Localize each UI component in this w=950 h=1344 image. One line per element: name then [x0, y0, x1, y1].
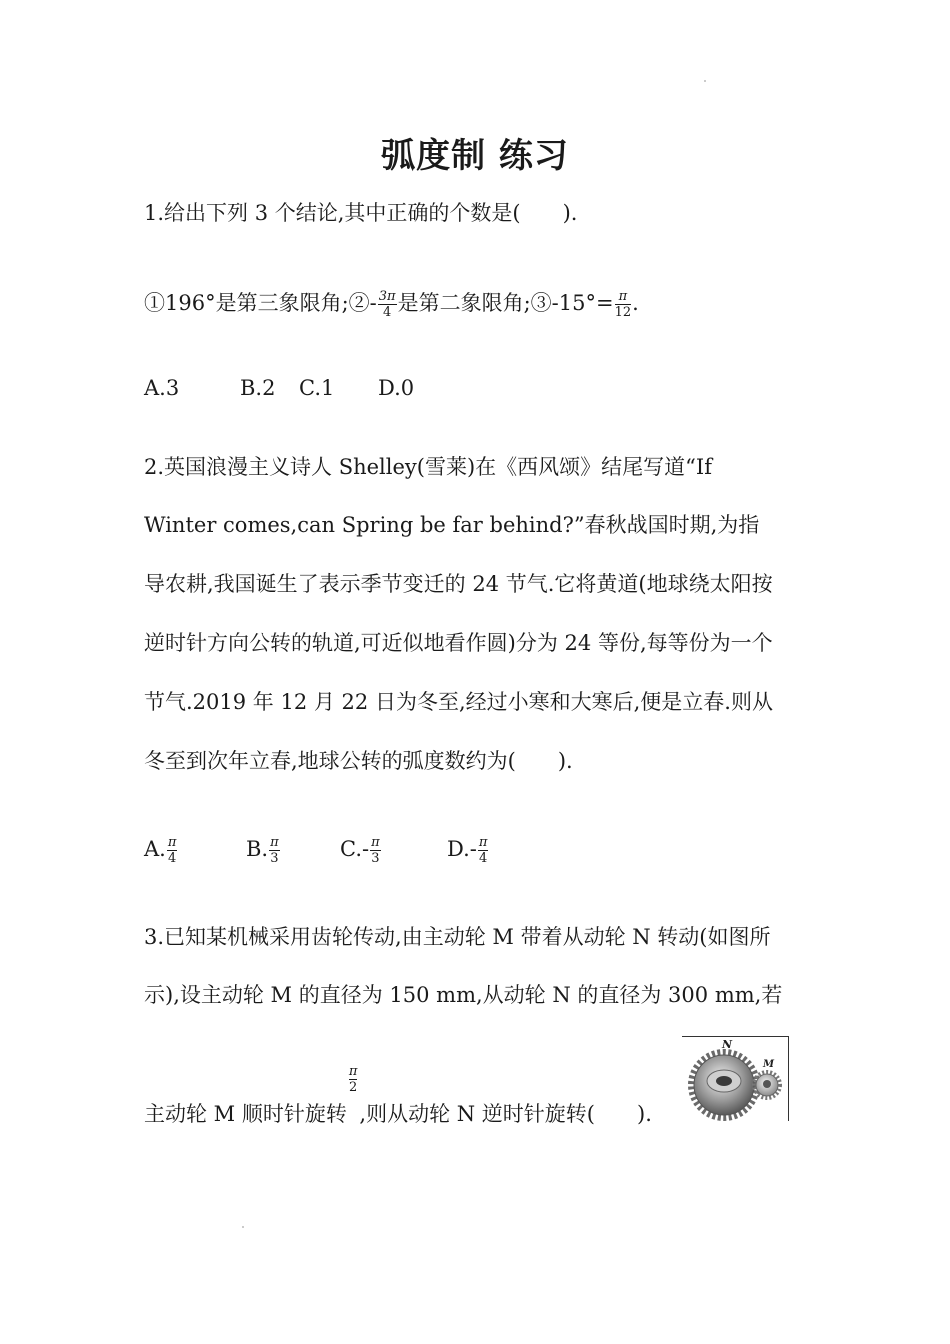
q2-line-2: Winter comes,can Spring be far behind?”春秋战国时期,为指 [144, 513, 760, 537]
q3-line-3-text-1: 主动轮 M 顺时针旋转 [144, 1102, 347, 1126]
scan-speck [242, 1226, 244, 1228]
q1-items-text-2: 是第二象限角;③-15°= [397, 291, 614, 315]
gear-label-m: M [763, 1059, 775, 1070]
q1-items-text-1: ①196°是第三象限角;②- [144, 291, 377, 315]
q2-option-c: C.- $\frac{\pi}{3}$ [340, 835, 380, 866]
page-title: 弧度制 练习 [381, 136, 569, 176]
q2-line-3: 导农耕,我国诞生了表示季节变迁的 24 节气.它将黄道(地球绕太阳按 [144, 572, 773, 596]
q1-items [144, 288, 639, 320]
q1-fraction-3pi-4: $\frac{3\pi}{4}$ [378, 289, 396, 320]
q1-option-a: A.3 [144, 376, 180, 400]
q1-option-d: D.0 [378, 376, 415, 400]
q3-line-3-text-2: ,则从动轮 N 逆时针旋转( ). [359, 1102, 652, 1126]
q3-line-2: 示),设主动轮 M 的直径为 150 mm,从动轮 N 的直径为 300 mm,若 [144, 983, 783, 1007]
q2-line-1: 2.英国浪漫主义诗人 Shelley(雪莱)在《西风颂》结尾写道“If [144, 455, 712, 479]
q3-fraction-pi-2: $\frac{\pi}{2}$ [348, 1064, 358, 1095]
q2-option-b: B. $\frac{\pi}{3}$ [246, 835, 279, 866]
q1-items-text-3: . [632, 291, 639, 315]
q3-line-3 [144, 1064, 652, 1129]
gear-figure [682, 1036, 789, 1121]
q1-fraction-pi-12: $\frac{\pi}{12}$ [614, 289, 632, 320]
gear-label-n: N [722, 1038, 733, 1051]
q2-option-a: A. $\frac{\pi}{4}$ [144, 835, 177, 866]
q3-line-1: 3.已知某机械采用齿轮传动,由主动轮 M 带着从动轮 N 转动(如图所 [144, 925, 771, 949]
q2-line-4: 逆时针方向公转的轨道,可近似地看作圆)分为 24 等份,每等份为一个 [144, 631, 773, 655]
q2-option-d: D.- $\frac{\pi}{4}$ [447, 835, 488, 866]
gear-n [691, 1052, 757, 1118]
q2-line-6: 冬至到次年立春,地球公转的弧度数约为( ). [144, 749, 573, 773]
q2-line-5: 节气.2019 年 12 月 22 日为冬至,经过小寒和大寒后,便是立春.则从 [144, 690, 773, 714]
scan-speck [704, 80, 706, 82]
gears-icon [682, 1037, 788, 1121]
q1-option-c: C.1 [299, 376, 335, 400]
q1-stem: 1.给出下列 3 个结论,其中正确的个数是( ). [144, 201, 578, 225]
q1-option-b: B.2 [240, 376, 276, 400]
